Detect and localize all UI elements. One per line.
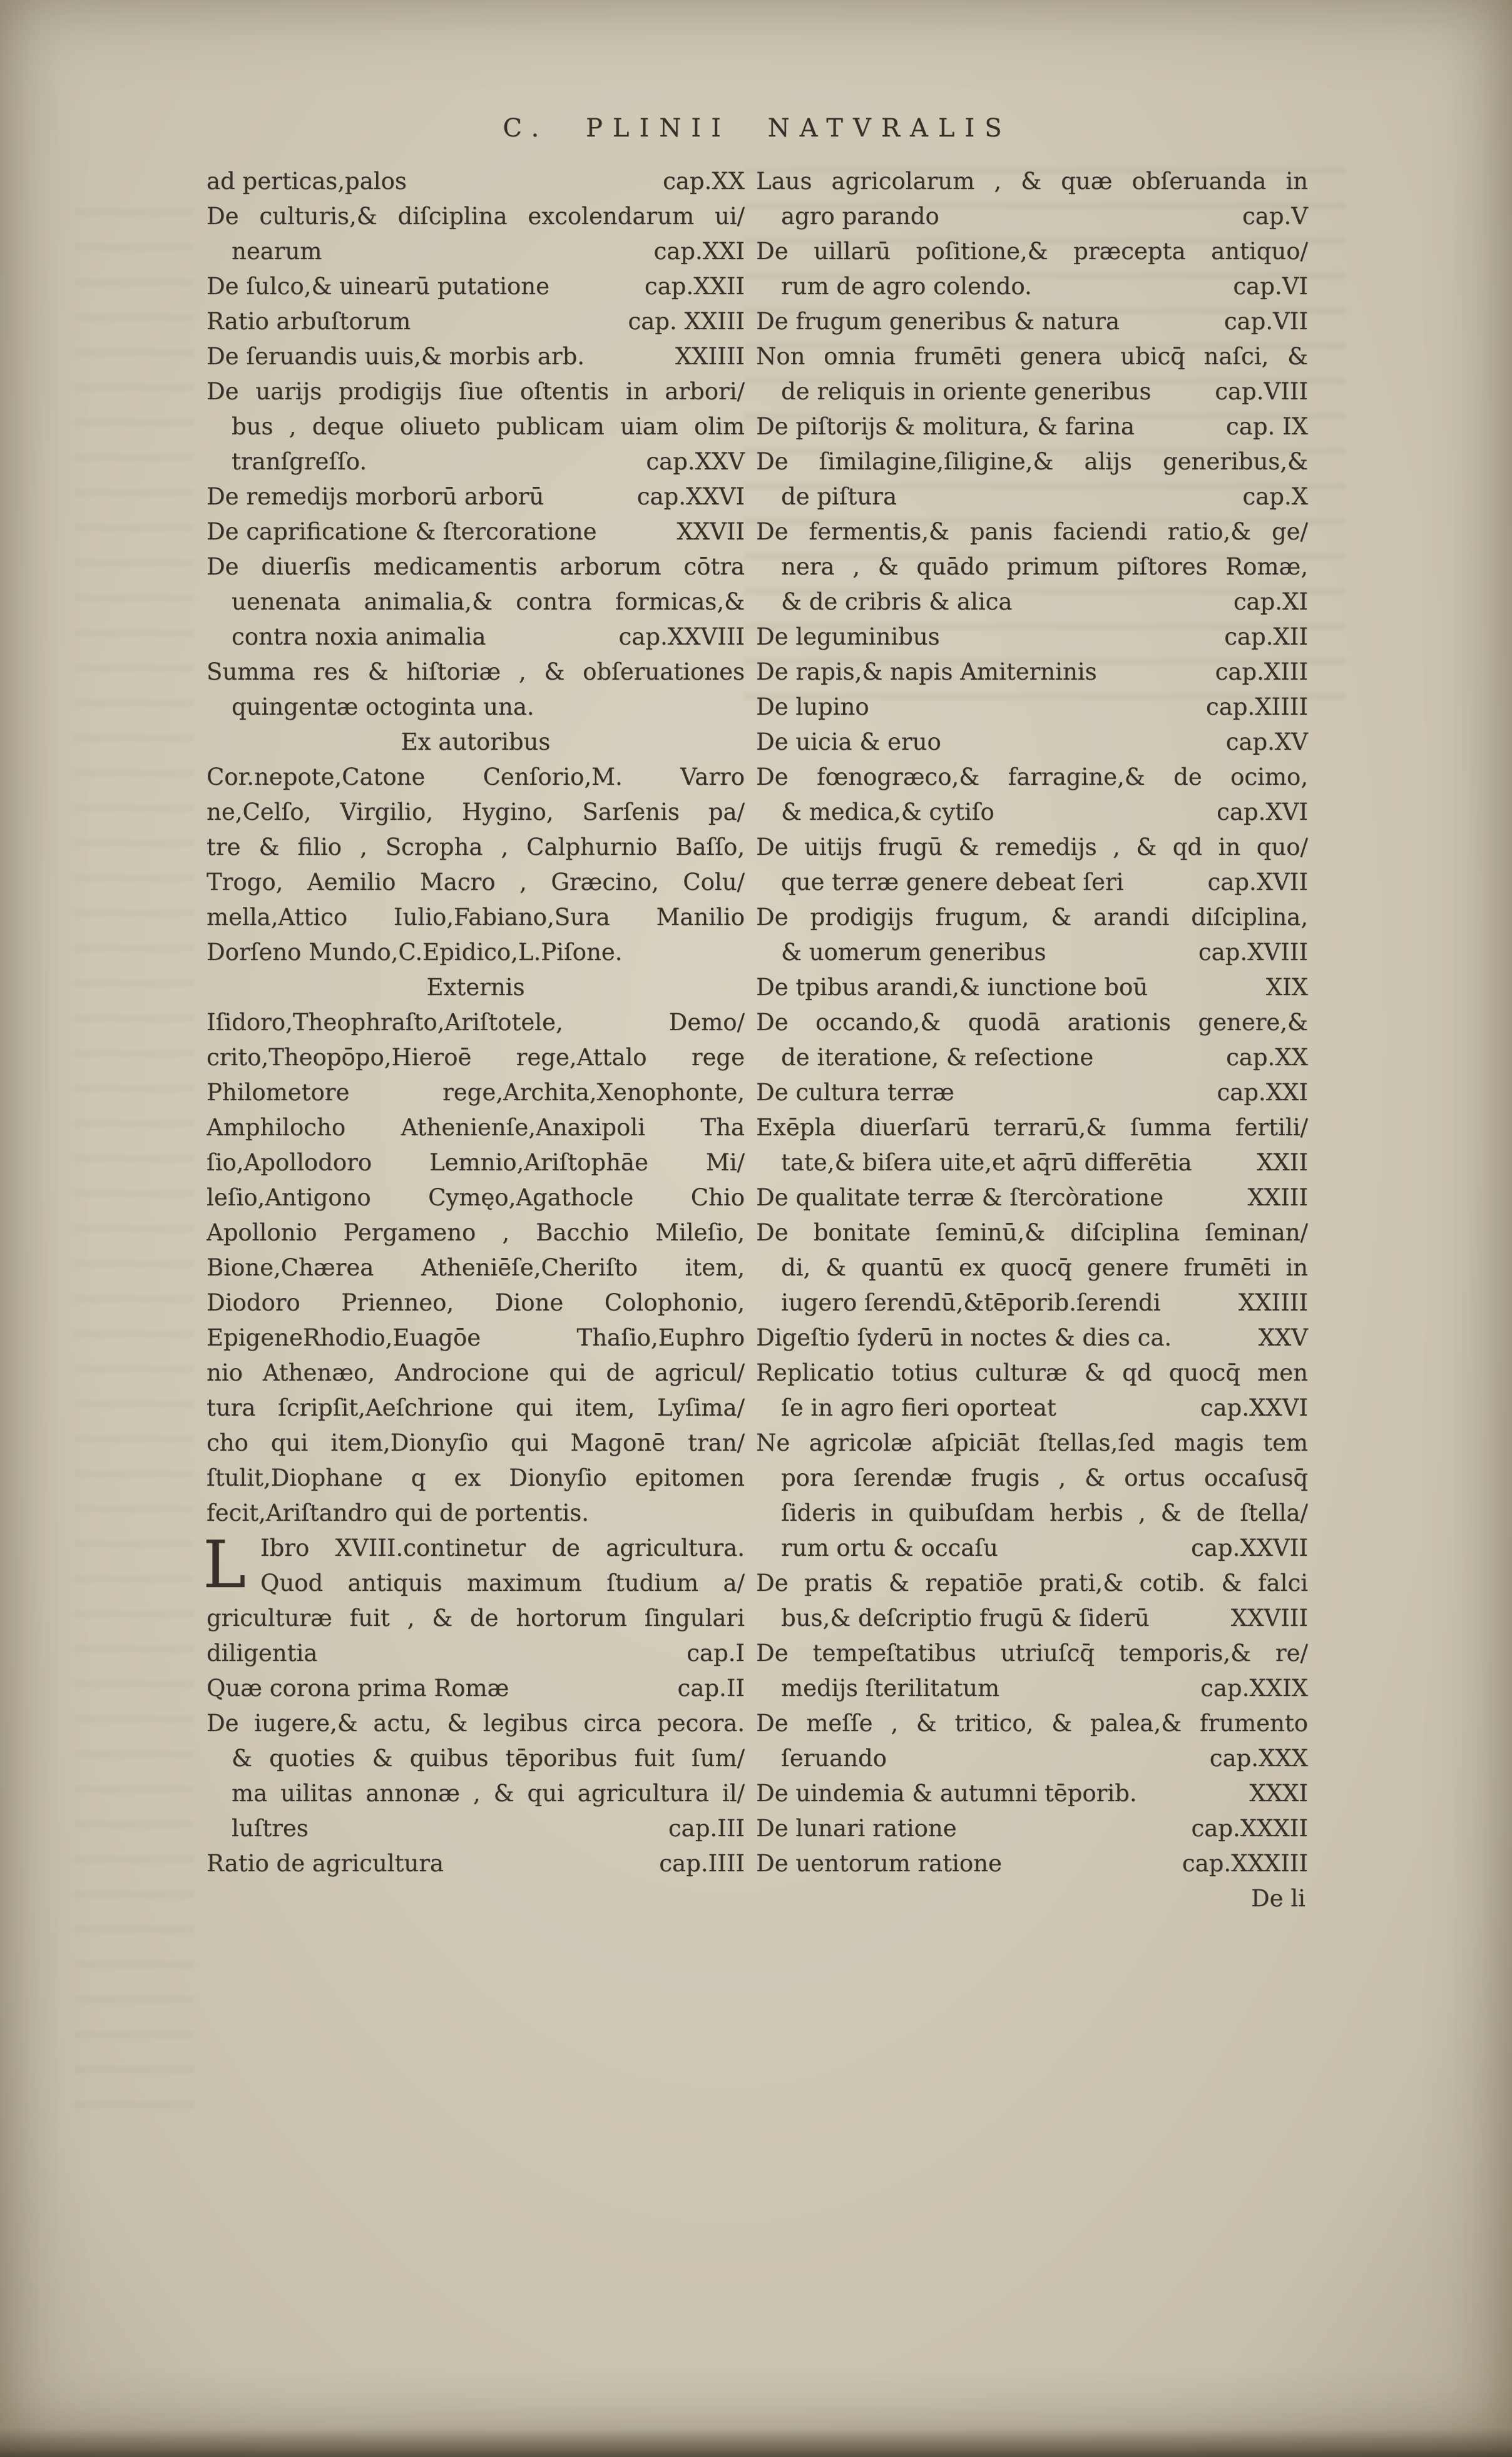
section-heading — [207, 725, 745, 760]
entry-line — [756, 620, 1308, 655]
entry-line — [756, 339, 1308, 374]
entry-line — [207, 1180, 745, 1215]
toc-block — [756, 1776, 1308, 1811]
entry-line — [207, 339, 745, 374]
chapter-ref: XXXI — [1249, 1780, 1308, 1807]
line-text: pora ſerendæ frugis , & ortus occaſusq̄ — [781, 1464, 1308, 1491]
line-text: De meſſe , & tritico, & palea,& frumento — [756, 1710, 1308, 1737]
entry-line — [756, 585, 1308, 620]
line-text: Bione,Chærea Atheniēſe,Cheriſto item, — [207, 1254, 745, 1281]
entry-line — [756, 1110, 1308, 1145]
line-text: bus,& deſcriptio frugū & ſiderū — [781, 1605, 1150, 1632]
entry-line — [207, 900, 745, 935]
line-text: ſio,Apollodoro Lemnio,Ariſtophāe Mi/ — [207, 1149, 745, 1176]
line-text: nera , & quādo primum piſtores Romæ, — [781, 553, 1308, 580]
running-header: C. PLINII NATVRALIS — [503, 114, 1012, 143]
toc-block — [207, 514, 745, 549]
entry-line — [207, 199, 745, 234]
line-text: luſtres — [232, 1815, 309, 1842]
chapter-ref: XXVII — [677, 518, 745, 545]
entry-line — [756, 1285, 1308, 1320]
line-text: nearum — [232, 238, 322, 265]
line-text: De tempeſtatibus utriuſcq̄ temporis,& re/ — [756, 1640, 1308, 1667]
entry-line — [756, 1391, 1308, 1426]
toc-block — [756, 1005, 1308, 1075]
line-text: De piſtorijs & molitura, & farina — [756, 413, 1135, 440]
entry-line — [207, 760, 745, 795]
entry-line — [207, 514, 745, 549]
line-text: Ratio arbuſtorum — [207, 308, 411, 335]
line-text: & de cribris & alica — [781, 588, 1013, 615]
entry-line — [207, 795, 745, 830]
chapter-ref: XXIIII — [675, 343, 745, 370]
entry-line — [756, 1145, 1308, 1180]
entry-line — [207, 1215, 745, 1250]
line-text: Trogo, Aemilio Macro , Græcino, Colu/ — [207, 869, 745, 896]
entry-line — [756, 760, 1308, 795]
toc-block — [756, 164, 1308, 234]
toc-block — [756, 900, 1308, 970]
line-text: leſio,Antigono Cymęo,Agathocle Chio — [207, 1184, 745, 1211]
line-text: Ne agricolæ aſpiciāt ſtellas,ſed magis tem — [756, 1429, 1308, 1456]
chapter-ref: cap.V — [1242, 203, 1308, 230]
line-text: De tpibus arandi,& iunctione boū — [756, 974, 1148, 1001]
entry-line — [207, 1040, 745, 1075]
entry-line — [756, 900, 1308, 935]
heading-text: Externis — [426, 974, 525, 1001]
line-text: ſideris in quibuſdam herbis , & de ſtella/ — [781, 1499, 1308, 1526]
toc-block — [756, 760, 1308, 830]
entry-line — [756, 655, 1308, 690]
toc-block — [756, 1426, 1308, 1566]
line-text: rum ortu & occaſu — [781, 1535, 998, 1561]
toc-block — [756, 234, 1308, 304]
line-text: De uarijs prodigijs ſiue oſtentis in arbori/ — [207, 378, 745, 405]
chapter-ref: cap.XII — [1224, 623, 1308, 650]
line-text: De uicia & eruo — [756, 728, 941, 755]
entry-line — [756, 1426, 1308, 1461]
entry-line — [756, 164, 1308, 199]
entry-line — [207, 1285, 745, 1320]
line-text: agro parando — [781, 203, 939, 230]
toc-block — [756, 1320, 1308, 1356]
chapter-ref: XXV — [1258, 1324, 1308, 1351]
line-text: rum de agro colendo. — [781, 273, 1032, 300]
chapter-ref: cap.XIII — [1215, 658, 1308, 685]
line-text: ma uilitas annonæ , & qui agricultura il/ — [232, 1780, 745, 1807]
entry-line — [756, 304, 1308, 339]
entry-line — [756, 970, 1308, 1005]
section-heading — [207, 970, 745, 1005]
chapter-ref: cap.XX — [1226, 1044, 1308, 1071]
entry-line — [207, 1531, 745, 1566]
chapter-ref: cap.XVII — [1207, 869, 1308, 896]
line-text: cho qui item,Dionyſio qui Magonē tran/ — [207, 1429, 745, 1456]
line-text: Quod antiquis maximum ſtudium a/ — [260, 1570, 745, 1596]
toc-block — [207, 655, 745, 725]
line-text: De fermentis,& panis faciendi ratio,& ge/ — [756, 518, 1308, 545]
line-text: Ibro XVIII.continetur de agricultura. — [260, 1535, 745, 1561]
line-text: ſeruando — [781, 1745, 887, 1772]
chapter-ref: cap.XIIII — [1205, 693, 1308, 720]
line-text: ne,Celſo, Virgilio, Hygino, Sarſenis pa/ — [207, 799, 745, 825]
toc-block — [207, 549, 745, 655]
chapter-ref: cap.XVI — [1217, 799, 1308, 825]
line-text: mella,Attico Iulio,Fabiano,Sura Manilio — [207, 904, 745, 931]
entry-line — [756, 1636, 1308, 1671]
line-text: De fœnogræco,& farragine,& de ocimo, — [756, 764, 1308, 790]
line-text: de iteratione, & reſectione — [781, 1044, 1094, 1071]
line-text: tate,& biſera uite,et aq̄rū differētia — [781, 1149, 1192, 1176]
toc-block — [207, 269, 745, 304]
entry-line — [207, 1566, 745, 1601]
entry-line — [756, 1461, 1308, 1496]
entry-line — [207, 585, 745, 620]
entry-line — [756, 444, 1308, 479]
entry-line — [756, 725, 1308, 760]
entry-line — [207, 1741, 745, 1776]
line-text: ad perticas,palos — [207, 168, 407, 195]
toc-block — [756, 620, 1308, 655]
toc-block — [756, 1180, 1308, 1215]
line-text: Summa res & hiſtoriæ , & obſeruationes — [207, 658, 745, 685]
toc-block — [756, 339, 1308, 409]
entry-line — [207, 1075, 745, 1110]
chapter-ref: XXIII — [1247, 1184, 1308, 1211]
line-text: medijs ſterilitatum — [781, 1675, 1000, 1702]
entry-line — [207, 690, 745, 725]
entry-line — [756, 199, 1308, 234]
entry-line — [207, 1846, 745, 1881]
line-text: contra noxia animalia — [232, 623, 486, 650]
drop-cap-letter: L — [203, 1526, 247, 1603]
toc-block — [756, 1356, 1308, 1426]
entry-line — [756, 1741, 1308, 1776]
line-text: Replicatio totius culturæ & qd quocq̄ men — [756, 1359, 1308, 1386]
line-text: Iſidoro,Theophraſto,Ariſtotele, Demo/ — [207, 1009, 745, 1036]
entry-line — [756, 1706, 1308, 1741]
line-text: De uindemia & autumni tēporib. — [756, 1780, 1137, 1807]
entry-line — [756, 1846, 1308, 1881]
line-text: crito,Theopōpo,Hieroē rege,Attalo rege — [207, 1044, 745, 1071]
chapter-ref: cap.VIII — [1215, 378, 1308, 405]
entry-line — [207, 620, 745, 655]
entry-line — [207, 1671, 745, 1706]
line-text: & quoties & quibus tēporibus fuit ſum/ — [232, 1745, 745, 1772]
entry-line — [207, 304, 745, 339]
entry-line — [207, 1776, 745, 1811]
entry-line — [756, 865, 1308, 900]
chapter-ref: cap.XXI — [653, 238, 745, 265]
line-text: tranſgreſſo. — [232, 448, 367, 475]
chapter-ref: cap.IIII — [659, 1850, 745, 1877]
toc-block — [756, 1706, 1308, 1776]
toc-block — [756, 1215, 1308, 1320]
entry-line — [207, 234, 745, 269]
entry-line — [756, 1601, 1308, 1636]
entry-line — [207, 1356, 745, 1391]
toc-block — [207, 1846, 745, 1881]
entry-line — [756, 1250, 1308, 1285]
chapter-ref: XXVIII — [1230, 1605, 1308, 1632]
toc-block — [756, 514, 1308, 620]
chapter-ref: cap.XXVII — [1191, 1535, 1308, 1561]
toc-block — [756, 1566, 1308, 1636]
line-text: De remedijs morborū arborū — [207, 483, 544, 510]
toc-block — [756, 1811, 1308, 1846]
line-text: De ſeruandis uuis,& morbis arb. — [207, 343, 585, 370]
entry-line — [207, 444, 745, 479]
line-text: bus , deque oliueto publicam uiam olim — [232, 413, 745, 440]
chapter-ref: cap.XXVI — [1200, 1394, 1308, 1421]
toc-block — [207, 374, 745, 479]
line-text: De diuerſis medicamentis arborum cōtra — [207, 553, 745, 580]
line-text: De prodigijs frugum, & arandi diſciplina, — [756, 904, 1308, 931]
line-text: que terræ genere debeat ſeri — [781, 869, 1124, 896]
toc-block — [207, 479, 745, 514]
line-text: fecit,Ariſtandro qui de portentis. — [207, 1499, 590, 1526]
toc-block — [756, 1636, 1308, 1706]
toc-block — [207, 164, 745, 199]
entry-line — [756, 514, 1308, 549]
entry-line — [207, 1636, 745, 1671]
entry-line — [756, 935, 1308, 970]
toc-block — [756, 690, 1308, 725]
entry-line — [756, 374, 1308, 409]
line-text: Non omnia frumēti genera ubicq̄ naſci, & — [756, 343, 1308, 370]
line-text: Laus agricolarum , & quæ obſeruanda in — [756, 168, 1308, 195]
toc-block — [756, 304, 1308, 339]
entry-line — [756, 1320, 1308, 1356]
chapter-ref: cap.XXX — [1209, 1745, 1308, 1772]
line-text: Quæ corona prima Romæ — [207, 1675, 509, 1702]
right-column — [756, 164, 1308, 1916]
entry-line — [756, 1215, 1308, 1250]
line-text: De frugum generibus & natura — [756, 308, 1120, 335]
chapter-ref: cap.X — [1242, 483, 1308, 510]
entry-line — [207, 1145, 745, 1180]
toc-block — [207, 1005, 745, 1531]
chapter-ref: cap. IX — [1226, 413, 1308, 440]
chapter-ref: XXII — [1257, 1149, 1308, 1176]
entry-line — [207, 374, 745, 409]
line-text: de reliquis in oriente generibus — [781, 378, 1152, 405]
line-text: De iugere,& actu, & legibus circa pecora. — [207, 1710, 745, 1737]
chapter-ref: cap.VII — [1223, 308, 1308, 335]
line-text: ſe in agro fieri oporteat — [781, 1394, 1056, 1421]
line-text: Apollonio Pergameno , Bacchio Mileſio, — [207, 1219, 745, 1246]
entry-line — [207, 865, 745, 900]
line-text: Cor.nepote,Catone Cenſorio,M. Varro — [207, 764, 745, 790]
toc-block — [756, 1846, 1308, 1881]
entry-line — [207, 409, 745, 444]
bleed-through-texture — [75, 188, 194, 2128]
toc-block — [203, 1526, 745, 1671]
entry-line — [207, 479, 745, 514]
toc-block — [207, 199, 745, 269]
line-text: De lupino — [756, 693, 869, 720]
chapter-ref: cap.XXII — [644, 273, 745, 300]
line-text: De qualitate terræ & ſtercòratione — [756, 1184, 1163, 1211]
entry-line — [207, 655, 745, 690]
line-text: De uentorum ratione — [756, 1850, 1002, 1877]
entry-line — [756, 1496, 1308, 1531]
line-text: De rapis,& napis Amiterninis — [756, 658, 1097, 685]
entry-line — [207, 1461, 745, 1496]
toc-block — [756, 655, 1308, 690]
entry-line — [756, 1040, 1308, 1075]
line-text: De ſulco,& uinearū putatione — [207, 273, 550, 300]
chapter-ref: cap.XXIX — [1200, 1675, 1308, 1702]
entry-line — [756, 409, 1308, 444]
line-text: De ſimilagine,ſiligine,& alijs generibus,& — [756, 448, 1308, 475]
line-text: de piſtura — [781, 483, 897, 510]
line-text: Philometore rege,Archita,Xenophonte, — [207, 1079, 745, 1106]
entry-line — [207, 1391, 745, 1426]
entry-line — [207, 1496, 745, 1531]
line-text: quingentæ octoginta una. — [232, 693, 534, 720]
entry-line — [207, 1811, 745, 1846]
line-text: uenenata animalia,& contra formicas,& — [232, 588, 745, 615]
left-column — [203, 164, 745, 1881]
entry-line — [756, 1180, 1308, 1215]
toc-block — [207, 304, 745, 339]
line-text: ſtulit,Diophane q ex Dionyſio epitomen — [207, 1464, 745, 1491]
entry-line — [207, 549, 745, 585]
toc-block — [207, 760, 745, 970]
entry-line — [207, 1320, 745, 1356]
entry-line — [756, 795, 1308, 830]
entry-line — [756, 1776, 1308, 1811]
chapter-ref: cap.XXI — [1217, 1079, 1308, 1106]
line-text: Exēpla diuerſarū terrarū,& ſumma fertili/ — [756, 1114, 1308, 1141]
toc-block — [756, 409, 1308, 444]
entry-line — [207, 1706, 745, 1741]
toc-block — [756, 1110, 1308, 1180]
entry-line — [756, 1811, 1308, 1846]
line-text: De occando,& quodā arationis genere,& — [756, 1009, 1308, 1036]
line-text: De lunari ratione — [756, 1815, 957, 1842]
line-text: Diodoro Prienneo, Dione Colophonio, — [207, 1289, 745, 1316]
line-text: De leguminibus — [756, 623, 940, 650]
line-text: griculturæ fuit , & de hortorum ſingulari — [207, 1605, 745, 1632]
entry-line — [207, 1005, 745, 1040]
entry-line — [756, 1005, 1308, 1040]
entry-line — [756, 1356, 1308, 1391]
entry-line — [207, 1250, 745, 1285]
line-text: di, & quantū ex quocq̄ genere frumēti in — [781, 1254, 1308, 1281]
chapter-ref: cap.XXVI — [636, 483, 745, 510]
chapter-ref: cap.II — [677, 1675, 745, 1702]
toc-block — [756, 444, 1308, 514]
chapter-ref: cap.XXV — [646, 448, 745, 475]
heading-text: Ex autoribus — [401, 728, 551, 755]
chapter-ref: cap.XXVIII — [618, 623, 745, 650]
chapter-ref: cap.XXXIII — [1182, 1850, 1308, 1877]
chapter-ref: cap.XVIII — [1198, 939, 1308, 966]
chapter-ref: cap. XXIII — [628, 308, 745, 335]
line-text: & uomerum generibus — [781, 939, 1046, 966]
entry-line — [756, 690, 1308, 725]
line-text: diligentia — [207, 1640, 318, 1667]
chapter-ref: XIX — [1265, 974, 1308, 1001]
entry-line — [756, 1671, 1308, 1706]
toc-block — [207, 1671, 745, 1706]
entry-line — [207, 269, 745, 304]
line-text: De pratis & repatiōe prati,& cotib. & falci — [756, 1570, 1308, 1596]
line-text: De uitijs frugū & remedijs , & qd in quo/ — [756, 834, 1308, 861]
chapter-ref: cap.XXXII — [1191, 1815, 1308, 1842]
toc-block — [207, 1706, 745, 1846]
chapter-ref: cap.XX — [663, 168, 745, 195]
line-text: De culturis,& diſciplina excolendarum ui/ — [207, 203, 745, 230]
chapter-ref: cap.I — [687, 1640, 745, 1667]
chapter-ref: cap.III — [668, 1815, 745, 1842]
line-text: De cultura terræ — [756, 1079, 954, 1106]
entry-line — [207, 1601, 745, 1636]
entry-line — [207, 830, 745, 865]
line-text: tre & filio , Scropha , Calphurnio Baſſo, — [207, 834, 745, 861]
entry-line — [756, 269, 1308, 304]
toc-block — [207, 339, 745, 374]
entry-line — [756, 479, 1308, 514]
line-text: De caprificatione & ſtercoratione — [207, 518, 597, 545]
line-text: Digeſtio ſyderū in noctes & dies ca. — [756, 1324, 1172, 1351]
toc-block — [756, 830, 1308, 900]
chapter-ref: cap.VI — [1233, 273, 1308, 300]
chapter-ref: XXIIII — [1238, 1289, 1308, 1316]
toc-block — [756, 1075, 1308, 1110]
line-text: & medica,& cytiſo — [781, 799, 994, 825]
entry-line — [756, 234, 1308, 269]
entry-line — [756, 1566, 1308, 1601]
catchword: De li — [1251, 1885, 1305, 1912]
toc-block — [756, 725, 1308, 760]
line-text: Amphilocho Athenienſe,Anaxipoli Tha — [207, 1114, 745, 1141]
entry-line — [756, 1075, 1308, 1110]
line-text: nio Athenæo, Androcione qui de agricul/ — [207, 1359, 745, 1386]
entry-line — [207, 1426, 745, 1461]
chapter-ref: cap.XV — [1225, 728, 1308, 755]
entry-line — [207, 1110, 745, 1145]
entry-line — [756, 1531, 1308, 1566]
chapter-ref: cap.XI — [1233, 588, 1308, 615]
line-text: tura ſcripſit,Aeſchrione qui item, Lyſima/ — [207, 1394, 745, 1421]
toc-block — [756, 970, 1308, 1005]
line-text: De bonitate ſeminū,& diſciplina ſeminan/ — [756, 1219, 1308, 1246]
line-text: De uillarū poſitione,& præcepta antiquo/ — [756, 238, 1308, 265]
line-text: EpigeneRhodio,Euagōe Thaſio,Euphro — [207, 1324, 745, 1351]
line-text: iugero ſerendū,&tēporib.ſerendi — [781, 1289, 1161, 1316]
entry-line — [207, 164, 745, 199]
line-text: Dorſeno Mundo,C.Epidico,L.Piſone. — [207, 939, 623, 966]
entry-line — [756, 549, 1308, 585]
entry-line — [207, 935, 745, 970]
entry-line — [756, 830, 1308, 865]
line-text: Ratio de agricultura — [207, 1850, 444, 1877]
